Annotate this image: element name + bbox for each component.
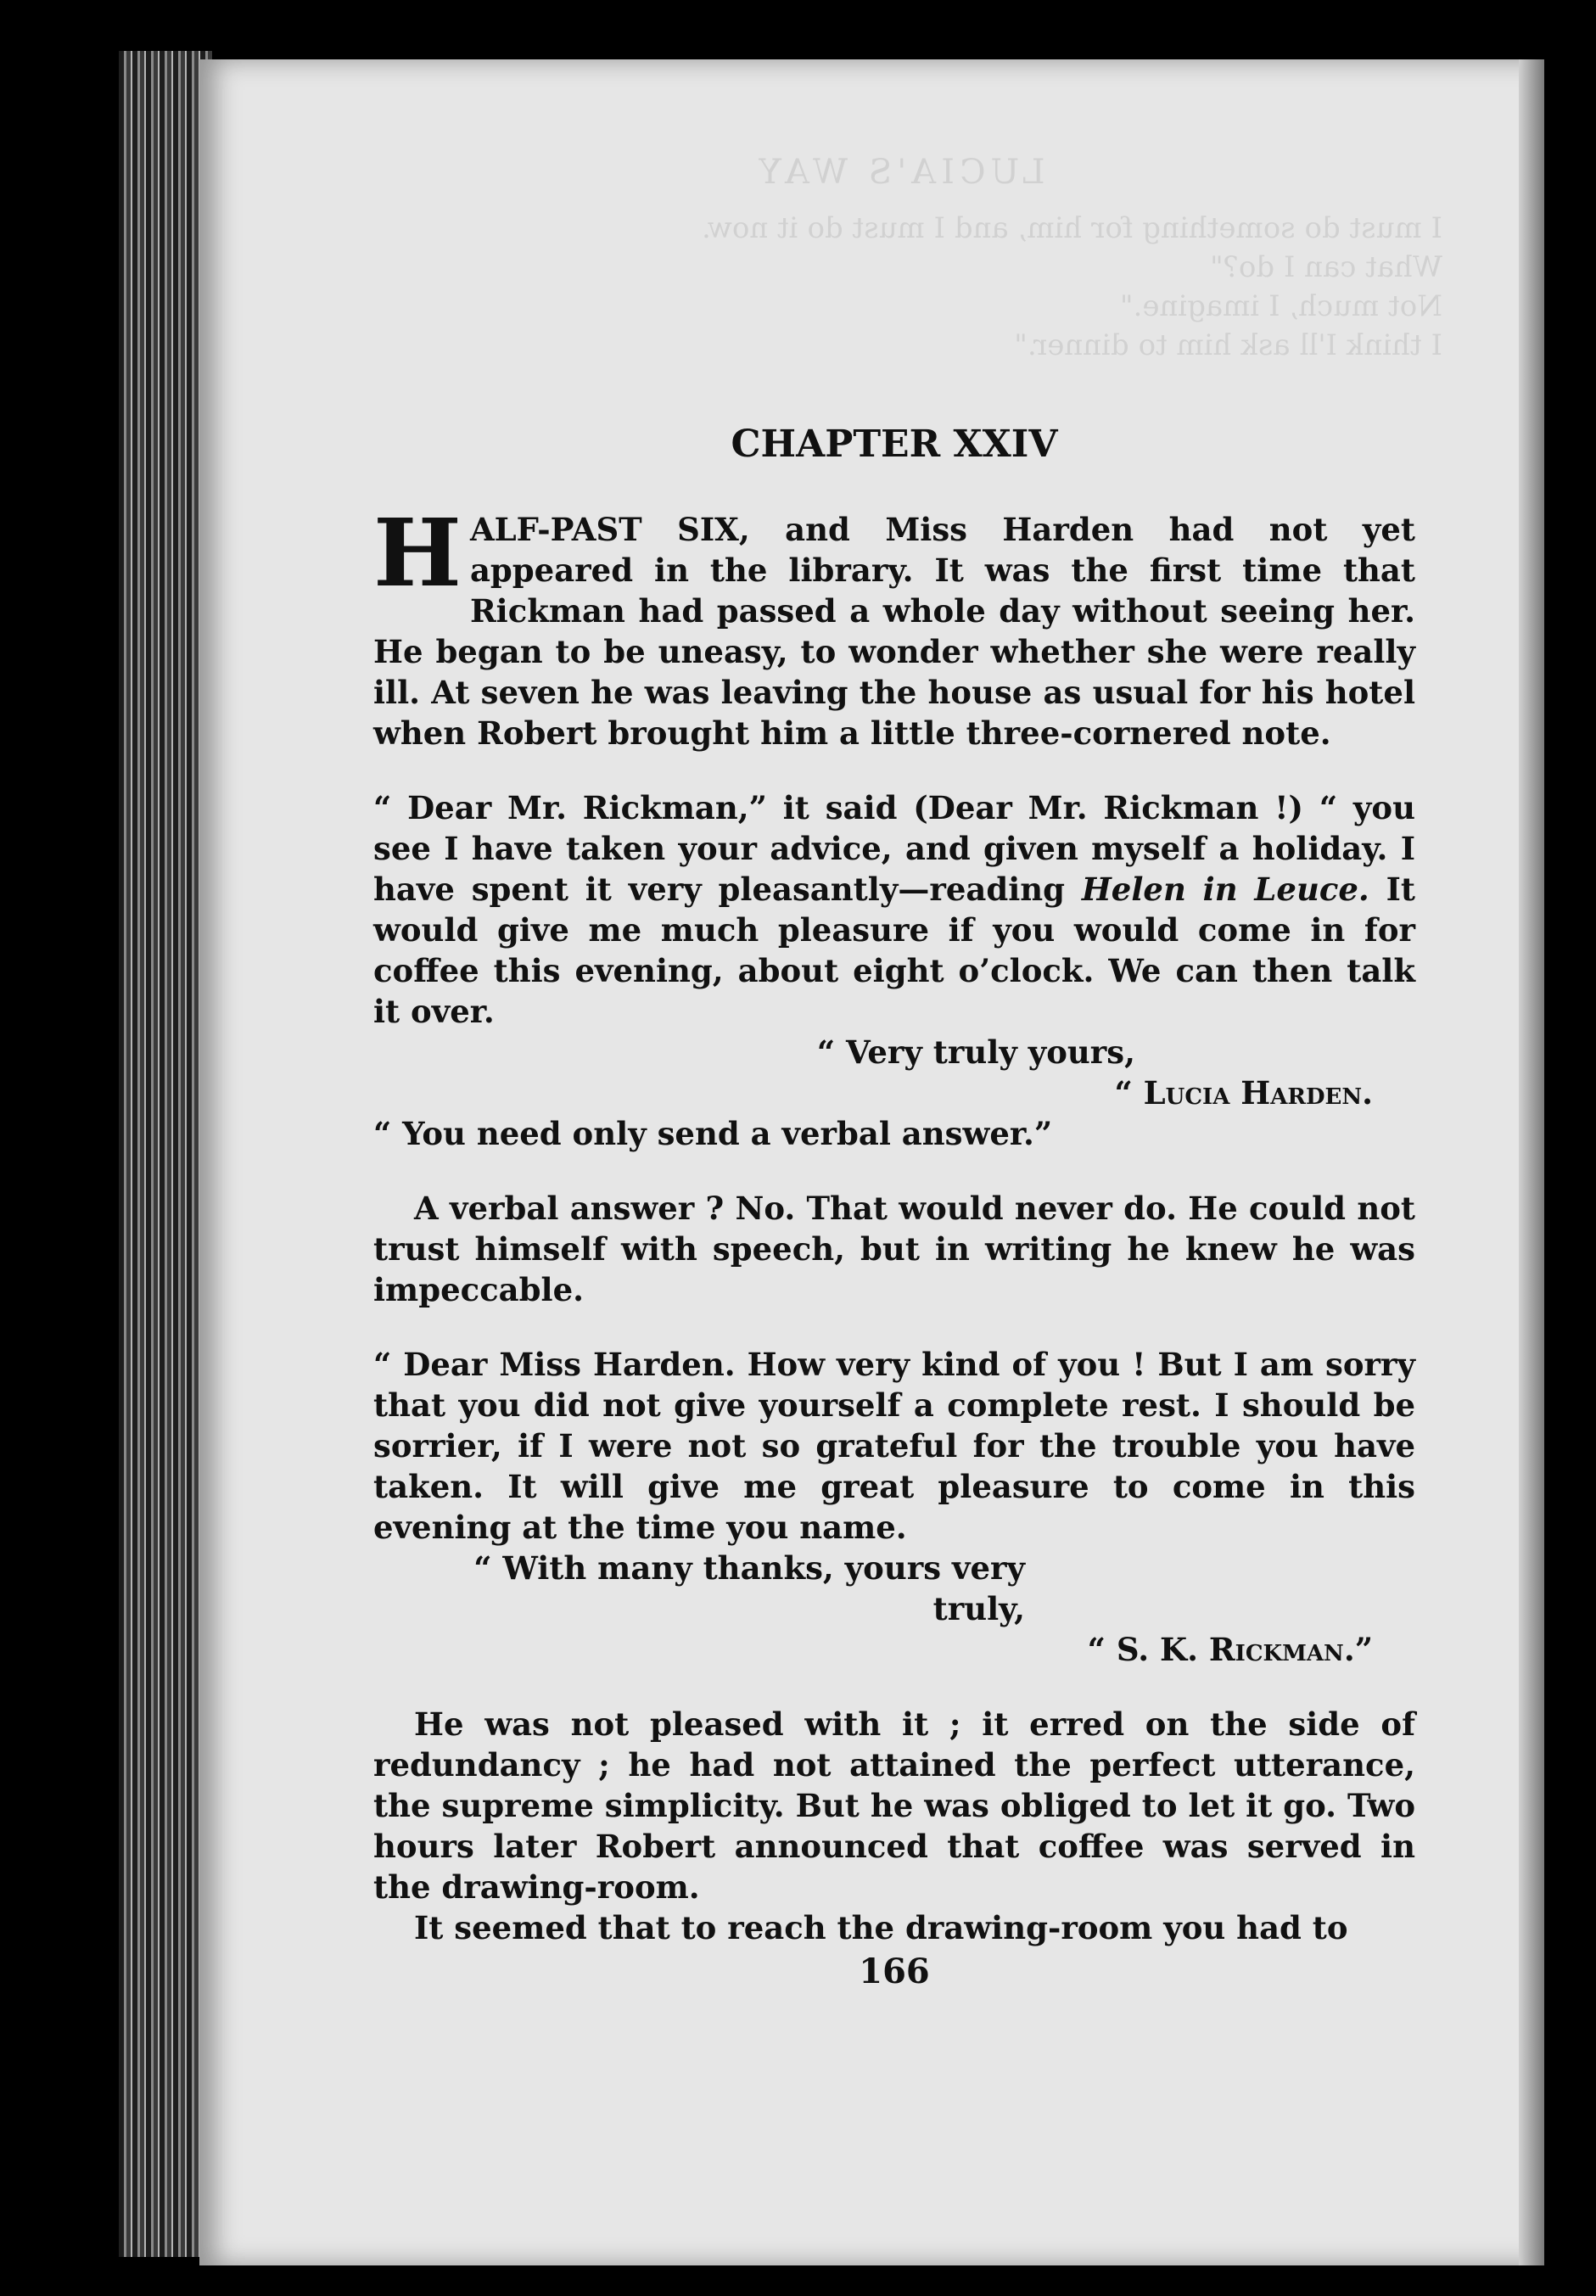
bleed-line: Not much, I imagine." xyxy=(1119,289,1442,323)
drop-cap: H xyxy=(373,498,462,608)
letter-lucia-a: “ Dear Mr. Rickman,” it said (Dear Mr. Rickman !) “ you see I have taken your advice, and given myself a holiday. I have spent it very pleasantly—reading xyxy=(373,789,1415,908)
body-text xyxy=(373,420,1415,1948)
book-title: Helen in Leuce. xyxy=(1081,871,1369,908)
paragraph-1-text: ALF-PAST SIX, and Miss Harden had not yet appeared in the library. It was the first time that Rickman had passed a whole day without seeing her. He began to be uneasy, to wonder whether she were really ill. At seven he was leaving the house as usual for his hotel when Robert brought him a little three-cornered note. xyxy=(373,511,1415,752)
letter-rickman-close: “ With many thanks, yours very truly, xyxy=(473,1549,1025,1627)
bleed-line: I must do something for him, and I must do it now. xyxy=(702,211,1442,245)
letter-lucia-close: “ Very truly yours, xyxy=(816,1033,1135,1071)
bleed-header: LUCIA'S WAY xyxy=(753,153,1045,192)
letter-lucia-postscript: “ You need only send a verbal answer.” xyxy=(373,1115,1053,1152)
paragraph-6: It seemed that to reach the drawing-room you had to xyxy=(414,1909,1348,1946)
paragraph-5: He was not pleased with it ; it erred on the side of redundancy ; he had not attained the perfect utterance, the supreme simplicity. But he was obliged to let it go. Two hours later Robert announced that coffee was served in the drawing-room. xyxy=(373,1705,1415,1906)
letter-rickman-signature: “ S. K. Rickman.” xyxy=(1087,1631,1373,1668)
paragraph-1 xyxy=(373,498,1415,753)
paragraph-3: A verbal answer ? No. That would never do. He could not trust himself with speech, but in writing he knew he was impeccable. xyxy=(373,1190,1415,1308)
page-edges xyxy=(119,51,212,2257)
letter-lucia-b: It would give me much pleasure if you would come in for coffee this evening, about eight o’clock. We can then talk it over. xyxy=(373,871,1416,1030)
letter-rickman: “ Dear Miss Harden. How very kind of you ! But I am sorry that you did not give yourself a complete rest. I should be sorrier, if I were not so grateful for the trouble you have taken. It will give me great pleasure to come in this evening at the time you name. xyxy=(373,1346,1415,1546)
letter-lucia-signature: “ Lucia Harden. xyxy=(1114,1074,1373,1112)
page-number: 166 xyxy=(859,1952,930,1991)
chapter-title: CHAPTER XXIV xyxy=(731,423,1058,466)
letter-lucia xyxy=(373,787,1415,1032)
bleed-line: What can I do?" xyxy=(1210,250,1442,284)
bleed-line: I think I'll ask him to dinner." xyxy=(1014,328,1442,362)
